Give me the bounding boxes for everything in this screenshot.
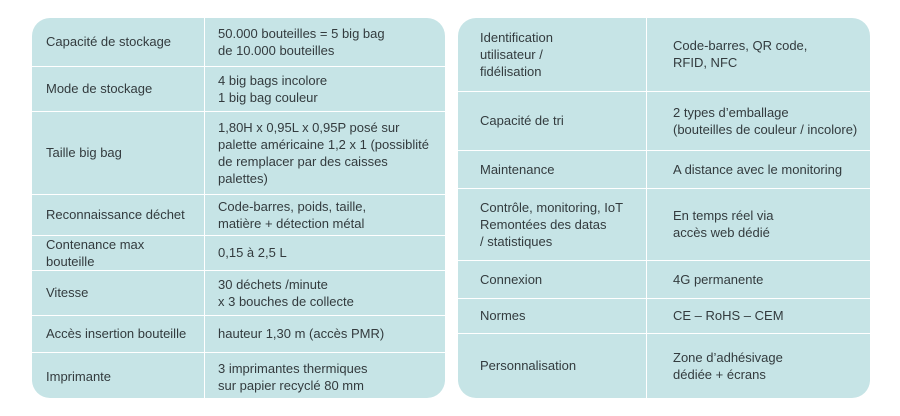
row-value: A distance avec le monitoring [647, 150, 871, 188]
row-value: CE – RoHS – CEM [647, 298, 871, 333]
table-row [458, 260, 870, 298]
table-row [458, 298, 870, 333]
row-value: 3 imprimantes thermiques sur papier recyclé 80 mm [218, 360, 368, 393]
table-row [32, 194, 445, 235]
row-value: En temps réel via accès web dédié [647, 188, 871, 260]
row-label: Mode de stockage [32, 66, 205, 111]
row-label: Accès insertion bouteille [32, 315, 205, 352]
table-row [458, 188, 870, 260]
table-row [458, 333, 870, 398]
specs-table-right [458, 18, 870, 398]
row-label: Normes [458, 298, 647, 333]
table-row [458, 150, 870, 188]
row-value: 4 big bags incolore 1 big bag couleur [205, 66, 446, 111]
row-value: Code-barres, QR code, RFID, NFC [647, 18, 871, 91]
row-value: 4G permanente [647, 260, 871, 298]
specs-table-left [32, 18, 445, 398]
row-label: Vitesse [32, 270, 205, 315]
row-label: Contrôle, monitoring, IoT Remontées des datas / statistiques [458, 188, 647, 260]
table-row [32, 352, 445, 398]
table-row [32, 66, 445, 111]
table-row [458, 18, 870, 91]
row-label: Imprimante [32, 352, 205, 398]
table-row [32, 315, 445, 352]
row-value: hauteur 1,30 m (accès PMR) [205, 315, 446, 352]
row-label: Capacité de stockage [32, 18, 205, 66]
table-row [32, 235, 445, 270]
row-value: 50.000 bouteilles = 5 big bag de 10.000 bouteilles [205, 18, 446, 66]
row-label: Contenance max bouteille [32, 235, 205, 270]
row-value: 30 déchets /minute x 3 bouches de collecte [205, 270, 446, 315]
row-label: Reconnaissance déchet [32, 194, 205, 235]
row-label: Personnalisation [458, 333, 647, 398]
row-label: Connexion [458, 260, 647, 298]
table-row [32, 111, 445, 194]
row-value: 1,80H x 0,95L x 0,95P posé sur palette américaine 1,2 x 1 (possiblité de remplacer par des caisses palettes) [205, 111, 446, 194]
table-row [32, 270, 445, 315]
row-value: Zone d’adhésivage dédiée + écrans [673, 349, 783, 382]
row-label: Capacité de tri [458, 91, 647, 150]
table-row [32, 18, 445, 66]
table-row [458, 91, 870, 150]
row-value: 0,15 à 2,5 L [205, 235, 446, 270]
row-label: Maintenance [458, 150, 647, 188]
row-label: Identification utilisateur / fidélisation [458, 18, 647, 91]
row-value: 2 types d’emballage (bouteilles de couleur / incolore) [647, 91, 871, 150]
row-label: Taille big bag [32, 111, 205, 194]
row-value: Code-barres, poids, taille, matière + détection métal [205, 194, 446, 235]
